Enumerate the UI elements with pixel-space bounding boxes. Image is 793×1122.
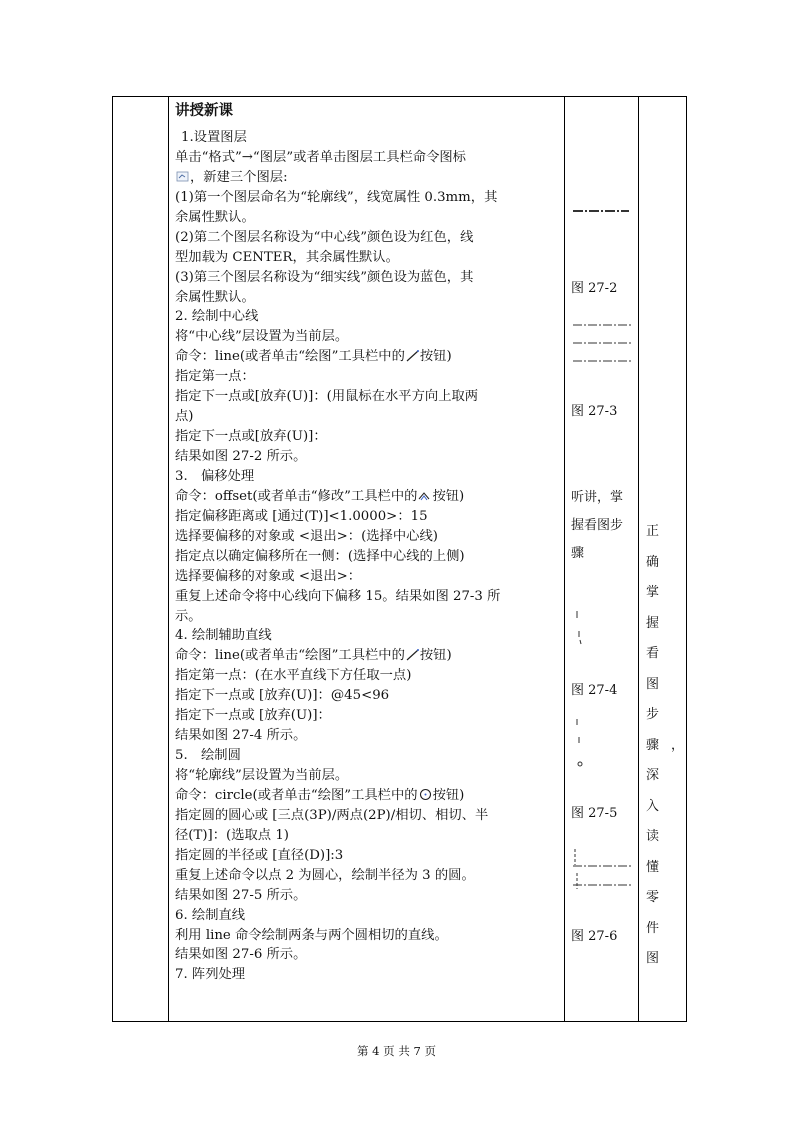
step-line bbox=[175, 906, 563, 926]
figure-27-3-thumbnail bbox=[571, 609, 591, 649]
step-text: 指定第一点： bbox=[175, 369, 255, 385]
step-text: 将“中心线”层设置为当前层。 bbox=[175, 329, 349, 345]
step-line bbox=[175, 945, 563, 965]
student-activity-note: 听讲，掌握看图步骤 bbox=[571, 490, 624, 561]
step-text: 指定下一点或[放弃(U)]： bbox=[175, 429, 327, 445]
step-text: 命令：line(或者单击“绘图”工具栏中的 bbox=[175, 648, 405, 664]
step-line bbox=[175, 886, 563, 906]
lesson-content-cell bbox=[169, 97, 564, 1021]
step-text: 单击“格式”→“图层”或者单击图层工具栏命令图标 bbox=[175, 149, 466, 165]
step-line bbox=[175, 646, 563, 666]
step-text: 指定第一点：(在水平直线下方任取一点) bbox=[175, 668, 412, 684]
circle-tool-icon bbox=[419, 788, 432, 801]
step-text: 1.设置图层 bbox=[181, 130, 247, 145]
step-line bbox=[175, 607, 563, 627]
step-text: 指定下一点或 [放弃(U)]：@45<96 bbox=[175, 688, 390, 704]
step-text: 选择要偏移的对象或 <退出>：(选择中心线) bbox=[175, 528, 438, 544]
step-text: 命令：offset(或者单击“修改”工具栏中的 bbox=[175, 488, 418, 504]
step-text: 余属性默认。 bbox=[175, 209, 255, 225]
step-line bbox=[175, 666, 563, 686]
step-line bbox=[175, 547, 563, 567]
step-line bbox=[175, 487, 563, 507]
step-text-suffix: 按钮) bbox=[419, 349, 452, 365]
offset-tool-icon bbox=[418, 489, 431, 502]
layer-icon bbox=[176, 170, 189, 183]
figure-27-3-label: 图 27-3 bbox=[571, 404, 618, 419]
step-line bbox=[175, 686, 563, 706]
step-line bbox=[175, 168, 563, 188]
step-line bbox=[175, 148, 563, 168]
figure-27-2-thumbnail bbox=[571, 319, 633, 367]
step-line bbox=[175, 726, 563, 746]
step-line bbox=[175, 427, 563, 447]
lesson-steps bbox=[175, 128, 563, 985]
line-tool-icon bbox=[406, 349, 419, 362]
section-title: 讲授新课 bbox=[175, 103, 233, 119]
step-line bbox=[175, 347, 563, 367]
step-text: 7. 阵列处理 bbox=[175, 967, 246, 983]
step-line bbox=[175, 188, 563, 208]
step-text: 余属性默认。 bbox=[175, 289, 255, 305]
step-line bbox=[175, 826, 563, 846]
lesson-table bbox=[112, 96, 697, 1022]
step-text: 指定偏移距离或 [通过(T)]<1.0000>：15 bbox=[175, 508, 428, 524]
step-line bbox=[175, 527, 563, 547]
step-line bbox=[175, 407, 563, 427]
step-text: 5. 绘制圆 bbox=[175, 748, 241, 764]
step-text: 点) bbox=[175, 409, 194, 425]
step-line bbox=[175, 846, 563, 866]
step-text: 命令：line(或者单击“绘图”工具栏中的 bbox=[175, 349, 405, 365]
step-line bbox=[175, 626, 563, 646]
step-text: 型加载为 CENTER，其余属性默认。 bbox=[175, 249, 399, 265]
step-text: (2)第二个图层名称设为“中心线”颜色设为红色，线 bbox=[175, 229, 474, 245]
step-text: 结果如图 27-4 所示。 bbox=[175, 728, 307, 744]
step-text: 4. 绘制辅助直线 bbox=[175, 628, 272, 644]
figure-27-2-label: 图 27-2 bbox=[571, 281, 618, 296]
step-line bbox=[175, 507, 563, 527]
step-text: 6. 绘制直线 bbox=[175, 907, 246, 923]
step-text: (3)第三个图层名称设为“细实线”颜色设为蓝色，其 bbox=[175, 269, 474, 285]
step-line bbox=[175, 208, 563, 228]
step-text: 3. 偏移处理 bbox=[175, 468, 255, 484]
step-line bbox=[175, 367, 563, 387]
step-text: 示。 bbox=[175, 608, 202, 624]
figure-27-5-thumbnail bbox=[571, 847, 633, 895]
step-text: 指定下一点或[放弃(U)]：(用鼠标在水平方向上取两 bbox=[175, 389, 479, 405]
figure-27-1-thumbnail bbox=[571, 205, 633, 217]
step-text: 利用 line 命令绘制两条与两个圆相切的直线。 bbox=[175, 927, 448, 943]
teaching-goal-text: 正确掌握看图步骤，深入读懂零件图 bbox=[646, 524, 697, 966]
step-line bbox=[175, 746, 563, 766]
step-text: 指定圆的圆心或 [三点(3P)/两点(2P)/相切、相切、半 bbox=[175, 807, 489, 823]
student-activity-cell bbox=[565, 97, 638, 1021]
step-line bbox=[175, 128, 563, 148]
step-line bbox=[175, 268, 563, 288]
step-text: 指定点以确定偏移所在一侧：(选择中心线的上侧) bbox=[175, 548, 465, 564]
step-line bbox=[175, 766, 563, 786]
step-text: 径(T)]：(选取点 1) bbox=[175, 827, 289, 843]
page-footer: 第 4 页 共 7 页 bbox=[357, 1044, 436, 1058]
step-text: 结果如图 27-6 所示。 bbox=[175, 947, 307, 963]
step-text: 重复上述命令以点 2 为圆心，绘制半径为 3 的圆。 bbox=[175, 867, 475, 883]
step-text: 选择要偏移的对象或 <退出>： bbox=[175, 568, 362, 584]
figure-27-4-label: 图 27-4 bbox=[571, 683, 618, 698]
step-text-suffix: 按钮) bbox=[432, 488, 465, 504]
step-line bbox=[175, 387, 563, 407]
teaching-goal-cell bbox=[639, 97, 697, 1021]
figure-27-4-thumbnail bbox=[571, 715, 591, 773]
step-line bbox=[175, 307, 563, 327]
step-line bbox=[175, 866, 563, 886]
step-text: 将“轮廓线”层设置为当前层。 bbox=[175, 768, 349, 783]
figure-27-6-label: 图 27-6 bbox=[571, 929, 618, 944]
step-text: 指定下一点或 [放弃(U)]： bbox=[175, 708, 331, 724]
step-line bbox=[175, 288, 563, 308]
step-text: 重复上述命令将中心线向下偏移 15。结果如图 27-3 所 bbox=[175, 588, 501, 604]
step-line bbox=[175, 587, 563, 607]
step-text: 2. 绘制中心线 bbox=[175, 309, 259, 325]
step-line bbox=[175, 706, 563, 726]
step-text: (1)第一个图层命名为“轮廓线”，线宽属性 0.3mm，其 bbox=[175, 189, 498, 205]
step-line bbox=[175, 806, 563, 826]
figure-27-5-label: 图 27-5 bbox=[571, 806, 618, 821]
step-line bbox=[175, 965, 563, 985]
step-line bbox=[175, 567, 563, 587]
step-line bbox=[175, 327, 563, 347]
step-text-suffix: 按钮) bbox=[432, 787, 465, 803]
step-line bbox=[175, 926, 563, 946]
line-tool-icon bbox=[406, 648, 419, 661]
step-text: 结果如图 27-5 所示。 bbox=[175, 887, 307, 903]
step-line bbox=[175, 447, 563, 467]
step-text: ，新建三个图层: bbox=[190, 169, 288, 185]
step-text: 结果如图 27-2 所示。 bbox=[175, 449, 307, 464]
step-line bbox=[175, 228, 563, 248]
step-text: 命令：circle(或者单击“绘图”工具栏中的 bbox=[175, 787, 418, 803]
step-line bbox=[175, 786, 563, 806]
step-text-suffix: 按钮) bbox=[419, 648, 452, 664]
step-text: 指定圆的半径或 [直径(D)]:3 bbox=[175, 847, 344, 863]
step-line bbox=[175, 248, 563, 268]
step-line bbox=[175, 467, 563, 487]
